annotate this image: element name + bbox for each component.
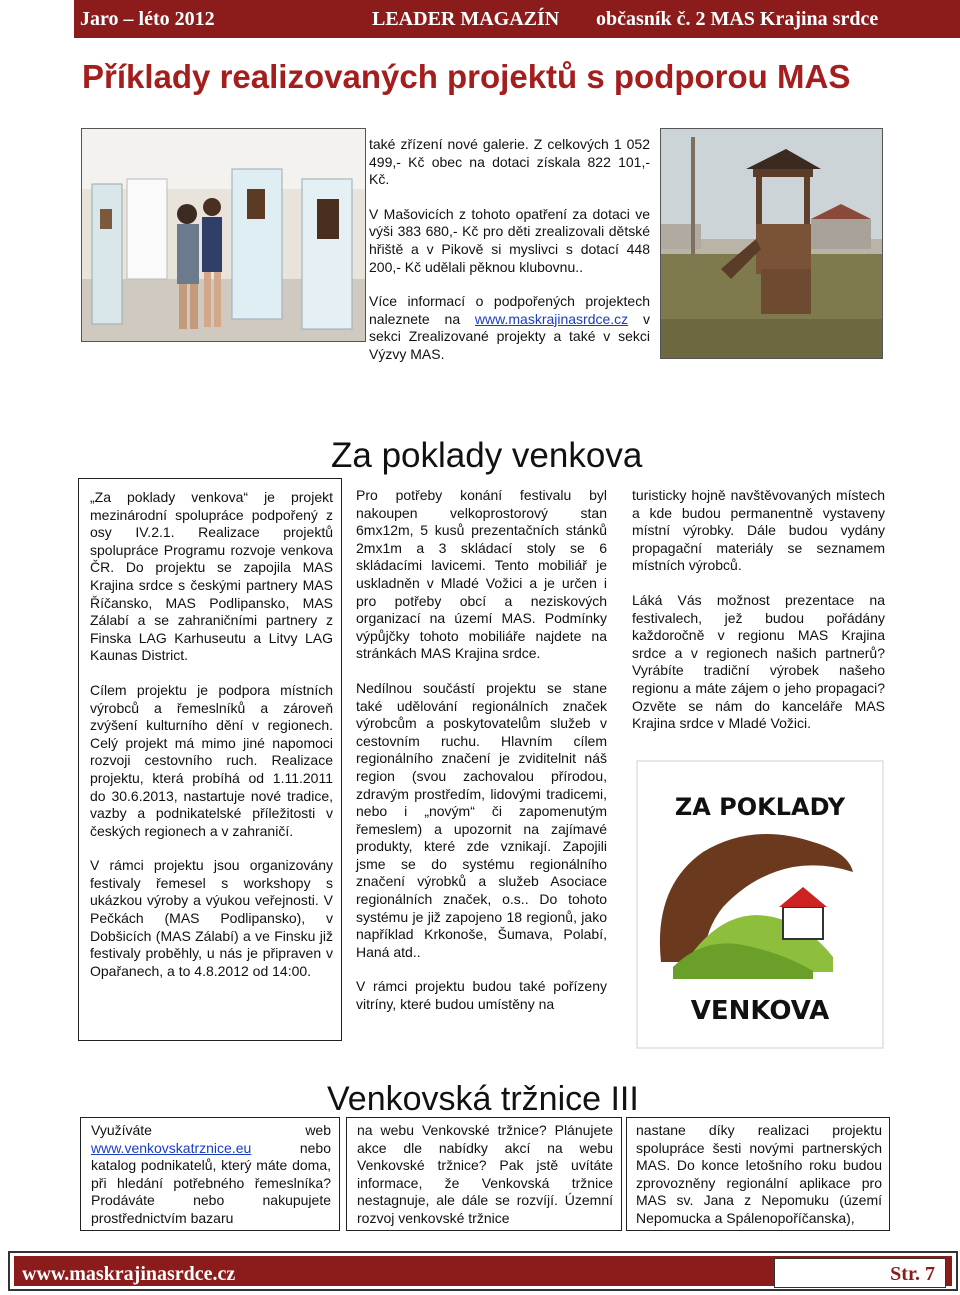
page-number: Str. 7 — [890, 1263, 935, 1285]
poklady-column-1 — [78, 478, 342, 1041]
section-title-trznice: Venkovská tržnice III — [327, 1080, 639, 1118]
poklady-column-3 — [632, 487, 885, 750]
page-title: Příklady realizovaných projektů s podporou MAS — [82, 58, 851, 95]
logo-text-bottom: VENKOVA — [690, 996, 830, 1026]
poklady-paragraph: Nedílnou součástí projektu se stane také udělování regionálních značek výrobcům a poskytovatelům služeb v cestovním ruchu. Hlavním cílem regionálního značení je zviditelnit náš region (svou zachovalou přírodou, zdravým prostředím, lidovými tradicemi, nebo i „novým“ či zapomenutým řemeslem) a upozornit na zajímavé produkty, které zde vznikají. Zapojili jsme se do systému regionálního značení výrobků a služeb Asociace regionálních značek, o.s.. Do tohoto systému je již zapojeno 18 regionů, jako například Krkonoše, Šumava, Polabí, Haná atd.. — [356, 679, 607, 960]
poklady-paragraph: „Za poklady venkova“ je projekt mezinárodní spolupráce podpořený z osy IV.2.1. Realizace projektů spolupráce Programu rozvoje venkova ČR. Do projektu se zapojila MAS Krajina srdce s českými partnery MAS Říčansko, MAS Podlipansko, MAS Zálabí a se zahraničními partnery z Finska LAG Karhuseutu a Litvy LAG Kaunas District. — [90, 489, 333, 664]
section-title-poklady: Za poklady venkova — [331, 436, 643, 475]
intro-paragraph: také zřízení nové galerie. Z celkových 1 052 499,- Kč obec na dotaci získala 822 101,- Kč. — [369, 136, 650, 188]
trznice-column-1: Využíváte web www.venkovskatrznice.eu nebo katalog podnikatelů, který máte doma, při hledání potřebného řemeslníka? Prodáváte nebo nakupujete prostřednictvím bazaru — [80, 1117, 340, 1231]
trznice-column-2 — [346, 1117, 622, 1231]
poklady-paragraph: Pro potřeby konání festivalu byl nakoupen velkoprostorový stan 6mx12m, 5 kusů prezentačních stánků 2mx1m a 3 skládací stoly se 6 skládacími lavicemi. Tento mobiliář je uskladněn v Mladé Vožici a je určen i pro potřeby obcí a neziskových organizací na území MAS. Podmínky výpůjčky tohoto mobiliáře najdete na stránkách MAS Krajina srdce. — [356, 487, 607, 662]
header-bar — [74, 0, 960, 38]
poklady-column-2 — [356, 487, 607, 1031]
trznice-column-3 — [626, 1117, 890, 1231]
intro-text — [369, 136, 650, 381]
intro-paragraph: V Mašovicích z tohoto opatření za dotaci ve výši 383 680,- Kč pro děti zrealizovali dětské hřiště a v Pikově si myslivci s dotací 448 200,- Kč udělali pěknou klubovnu.. — [369, 205, 650, 275]
trznice-paragraph: nastane díky realizaci projektu spolupráce šesti novými partnerských MAS. Do konce letošního roku budou zprovozněny regionální aplikace pro MAS sv. Jana z Nepomuku (území Nepomucka a Spálenopoříčanska), — [636, 1122, 882, 1226]
poklady-paragraph: V rámci projektu budou také pořízeny vitríny, které budou umístěny na — [356, 978, 607, 1013]
header-season: Jaro – léto 2012 — [80, 8, 215, 30]
gallery-photo — [81, 128, 366, 342]
maskrajinasrdce-link[interactable]: www.maskrajinasrdce.cz — [474, 310, 629, 327]
logo-text-top: ZA POKLADY — [674, 793, 846, 821]
header-issue: občasník č. 2 MAS Krajina srdce — [596, 8, 879, 30]
page-number-box — [774, 1258, 946, 1288]
playground-photo — [660, 128, 883, 359]
poklady-paragraph: Láká Vás možnost prezentace na festivalech, jež budou pořádány každoročně v regionu MAS Krajina srdce a v regionech našich partnerů? Vyrábíte tradiční výrobek našeho regionu a máte zájem o jeho propagaci? Ozvěte se nám do kanceláře MAS Krajina srdce v Mladé Vožici. — [632, 591, 885, 732]
trznice-paragraph: na webu Venkovské tržnice? Plánujete akce dle nabídky akcí na webu Venkovské tržnice? Pak jstě uvítáte informace, že Venkovská tržnice nestagnuje, ale dále se rozvíjí. Územní rozvoj venkovské tržnice — [357, 1122, 613, 1226]
poklady-paragraph: Cílem projektu je podpora místních výrobců a řemeslníků a zároveň zvýšení kulturního dění v regionech. Celý projekt má mimo jiné napomoci rozvoji cestovního ruch. Realizace projektu, která probíhá od 1.11.2011 do 30.6.2013, nastartuje nové tradice, vazby a podnikatelské příležitosti v českých regionech a v zahraničí. — [90, 681, 333, 839]
poklady-paragraph: turisticky hojně navštěvovaných místech a kde budou permanentně vystaveny místní výrobky. Dále budou vydány propagační materiály se seznamem místních výrobců. — [632, 487, 885, 574]
intro-paragraph: Více informací o podpořených projektech naleznete na www.maskrajinasrdce.cz v sekci Zrealizované projekty a také v sekci Výzvy MAS. — [369, 293, 650, 362]
footer-url: www.maskrajinasrdce.cz — [22, 1263, 236, 1285]
header-magazine: LEADER MAGAZÍN — [372, 8, 560, 30]
za-poklady-venkova-logo — [633, 757, 887, 1052]
poklady-paragraph: V rámci projektu jsou organizovány festivaly řemesel s workshopy s ukázkou výroby a výukou veřejnosti. V Pečkách (MAS Podlipansko), v Dobšicích (MAS Zálabí) a ve Finsku již festivaly proběhly, u nás je připraven v Opařanech, a to 4.8.2012 od 14:00. — [90, 857, 333, 979]
footer-bar — [8, 1251, 958, 1291]
venkovskatrznice-link[interactable]: www.venkovskatrznice.eu — [91, 1139, 252, 1156]
